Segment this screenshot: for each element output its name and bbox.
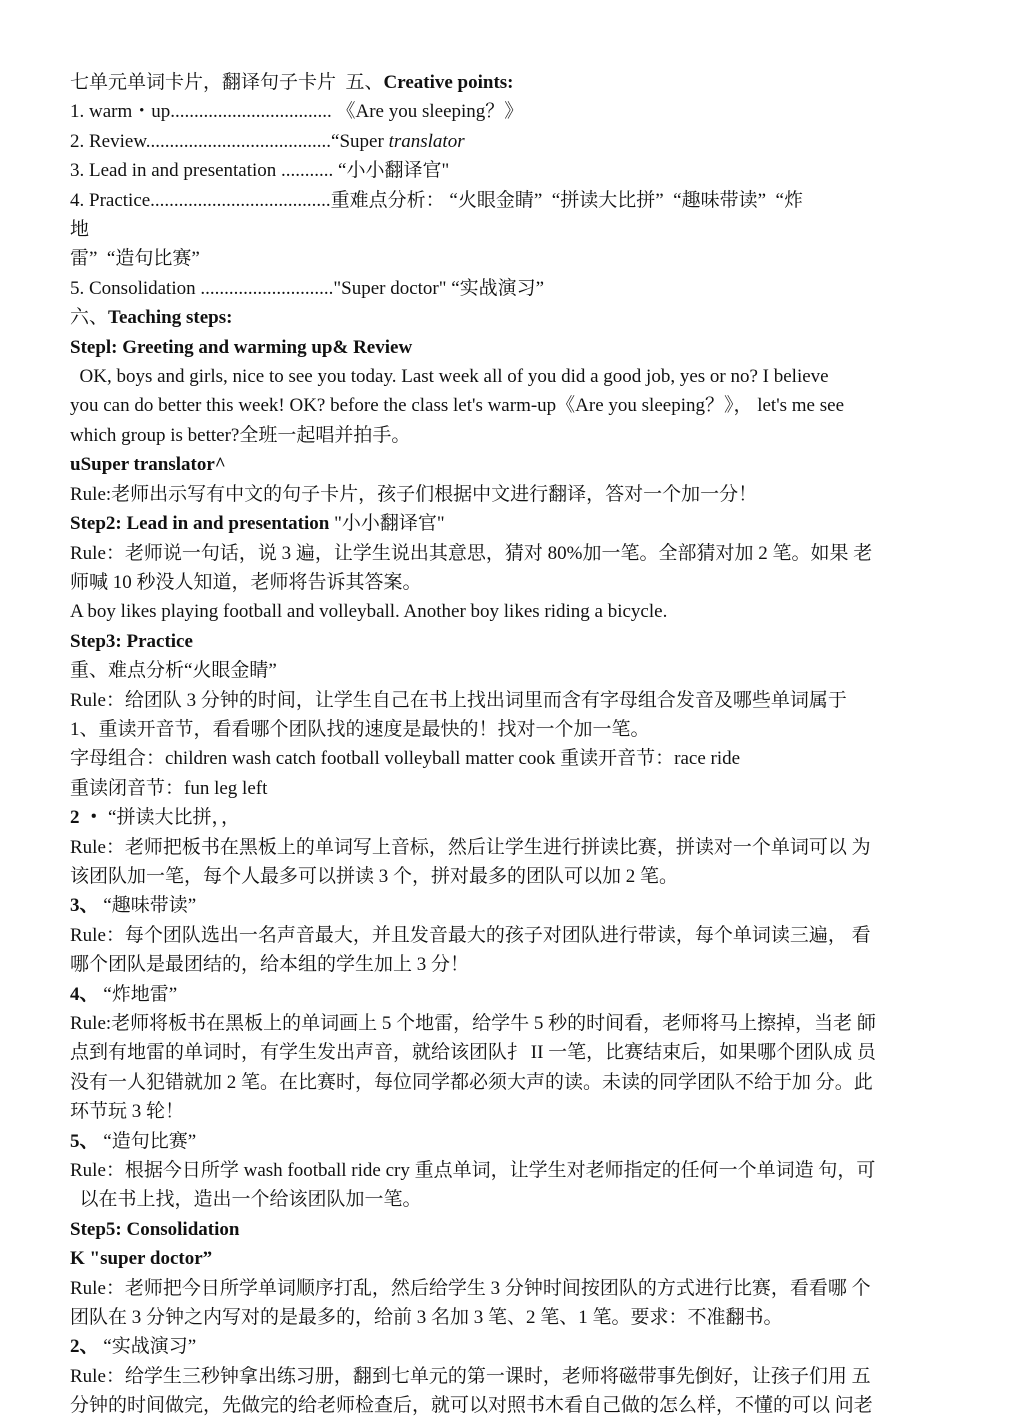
step3-part-3-title — [70, 891, 964, 920]
header-line — [70, 68, 964, 97]
step5-title: Step5: Consolidation — [70, 1218, 240, 1240]
step3-part-4-rule-4: 环节玩 3 轮！ — [70, 1101, 185, 1123]
step3-part-1-rule-1: Rule：给团队 3 分钟的时间，让学生自己在书上找出词里而含有字母组合发音及哪些单词属于 — [70, 689, 847, 711]
step1-rule: Rule:老师出示写有中文的句子卡片，孩子们根据中文进行翻译，答对一个加一分！ — [70, 483, 758, 505]
step3-part-5-rule-1: Rule：根据今日所学 wash football ride cry 重点单词，让学生对老师指定的任何一个单词造 句，可 — [70, 1160, 876, 1182]
step3-part-2-rule-1: Rule：老师把板书在黑板上的单词写上音标，然后让学生进行拼读比赛，拼读对一个单词可以 为 — [70, 836, 871, 858]
creative-point-5: 5. Consolidation ............................"Super doctor" “实战演习” — [70, 277, 545, 299]
step3-part-4-title — [70, 980, 964, 1009]
step3-part-3-num: 3、 — [70, 895, 99, 917]
step5-part-2-rule-1: Rule：给学生三秒钟拿出练习册，翻到七单元的第一课时，老师将磁带事先倒好，让孩子们用 五 — [70, 1365, 871, 1387]
step3-part-4-rule-1: Rule:老师将板书在黑板上的单词画上 5 个地雷，给学牛 5 秒的时间看，老师将马上擦掉，当老 師 — [70, 1013, 876, 1034]
step2-title-text: Step2: Lead in and presentation — [70, 513, 335, 535]
creative-point-2 — [70, 127, 964, 156]
step3-part-5-name: “造句比赛” — [98, 1130, 197, 1152]
step3-part-5-title — [70, 1127, 964, 1156]
step5-part-2-name: “实战演习” — [98, 1336, 197, 1358]
step3-part-4-rule-2: 点到有地雷的单词时，有学生发出声音，就给该团队扌 II 一笔，比赛结束后，如果哪个团队成 员 — [70, 1042, 876, 1064]
creative-point-1: 1. warm・up.................................. 《Are you sleeping？》 — [70, 101, 524, 123]
creative-point-4: 4. Practice......................................重难点分析： “火眼金睛” “拼读大比拼” “趣味带读” “炸 — [70, 189, 803, 211]
creative-point-3: 3. Lead in and presentation ........... “小小翻译官" — [70, 160, 450, 182]
teaching-steps-title: Teaching steps: — [108, 307, 233, 329]
step3-part-5-num: 5、 — [70, 1130, 99, 1152]
step2-title — [70, 509, 964, 538]
step5-part-1-rule-1: Rule：老师把今日所学单词顺序打乱，然后给学生 3 分钟时间按团队的方式进行比赛，看看哪 个 — [70, 1277, 871, 1299]
step2-rule-line-1: Rule：老师说一句话，说 3 遍，让学生说出其意思，猜对 80%加一笔。全部猜对加 2 笔。如果 老 — [70, 542, 873, 564]
step3-part-3-name: “趣味带读” — [98, 895, 197, 917]
step3-part-5-rule-2: 以在书上找，造出一个给该团队加一笔。 — [70, 1189, 422, 1211]
step5-part-1-title: K "super doctor” — [70, 1248, 213, 1270]
step1-title: Stepl: Greeting and warming up& Review — [70, 336, 413, 358]
step3-part-1-title: 重、难点分析“火眼金睛” — [70, 660, 277, 682]
step3-part-1-letters: 字母组合：children wash catch football volleyball matter cook 重读开音节：race ride — [70, 748, 741, 770]
creative-point-2-italic: translator — [388, 130, 465, 152]
step3-part-3-rule-1: Rule：每个团队选出一名声音最大，并且发音最大的孩子对团队进行带读，每个单词读三遍， 看 — [70, 924, 871, 946]
step1-paragraph-line-3: which group is better?全班一起唱并拍手。 — [70, 424, 411, 446]
step5-part-2-title — [70, 1332, 964, 1361]
step3-part-1-closed: 重读闭音节：fun leg left — [70, 777, 268, 799]
step1-subheading: uSuper translator^ — [70, 454, 226, 476]
step2-example: A boy likes playing football and volleyball. Another boy likes riding a bicycle. — [70, 601, 668, 623]
step2-rule-line-2: 师喊 10 秒没人知道，老师将告诉其答案。 — [70, 571, 422, 593]
step5-part-2-rule-2: 分钟的时间做完，先做完的给老师检查后，就可以对照书木看自己做的怎么样，不懂的可以 问老 — [70, 1395, 873, 1417]
step3-title: Step3: Practice — [70, 630, 193, 652]
creative-points-heading: Creative points: — [383, 72, 514, 93]
teaching-steps-prefix: 六、 — [70, 307, 109, 329]
step3-part-4-name: “炸地雷” — [98, 983, 178, 1005]
step3-part-1-rule-2: 1、重读开音节，看看哪个团队找的速度是最快的！找对一个加一笔。 — [70, 718, 650, 740]
step3-part-2-rule-2: 该团队加一笔，每个人最多可以拼读 3 个，拼对最多的团队可以加 2 笔。 — [70, 865, 679, 887]
step2-title-cn: "小小翻译官" — [334, 513, 445, 535]
creative-point-4-cont-2: 雷” “造句比赛” — [70, 248, 200, 270]
step1-paragraph-line-1: OK, boys and girls, nice to see you today. Last week all of you did a good job, yes or no? I believe — [70, 366, 829, 388]
creative-point-4-cont-1: 地 — [70, 219, 90, 241]
creative-point-2-text: 2. Review.......................................“Super — [70, 130, 389, 152]
step3-part-4-num: 4、 — [70, 983, 99, 1005]
step3-part-2-name: “拼读大比拼，， — [103, 807, 240, 829]
step1-paragraph-line-2: you can do better this week! OK? before the class let's warm-up《Are you sleeping？》， let's me see — [70, 395, 844, 417]
header-text: 七单元单词卡片，翻译句子卡片 五、 — [70, 72, 384, 93]
step3-part-2-title — [70, 803, 964, 832]
teaching-steps-heading — [70, 303, 964, 332]
step5-part-1-rule-2: 团队在 3 分钟之内写对的是最多的，给前 3 名加 3 笔、2 笔、1 笔。要求：不准翻书。 — [70, 1307, 783, 1329]
step3-part-2-num: 2 ・ — [70, 807, 104, 829]
step3-part-3-rule-2: 哪个团队是最团结的，给本组的学生加上 3 分！ — [70, 954, 470, 976]
step3-part-4-rule-3: 没有一人犯错就加 2 笔。在比赛时，每位同学都必须大声的读。未读的同学团队不给于加 分。此 — [70, 1071, 873, 1093]
step5-part-2-num: 2、 — [70, 1336, 99, 1358]
